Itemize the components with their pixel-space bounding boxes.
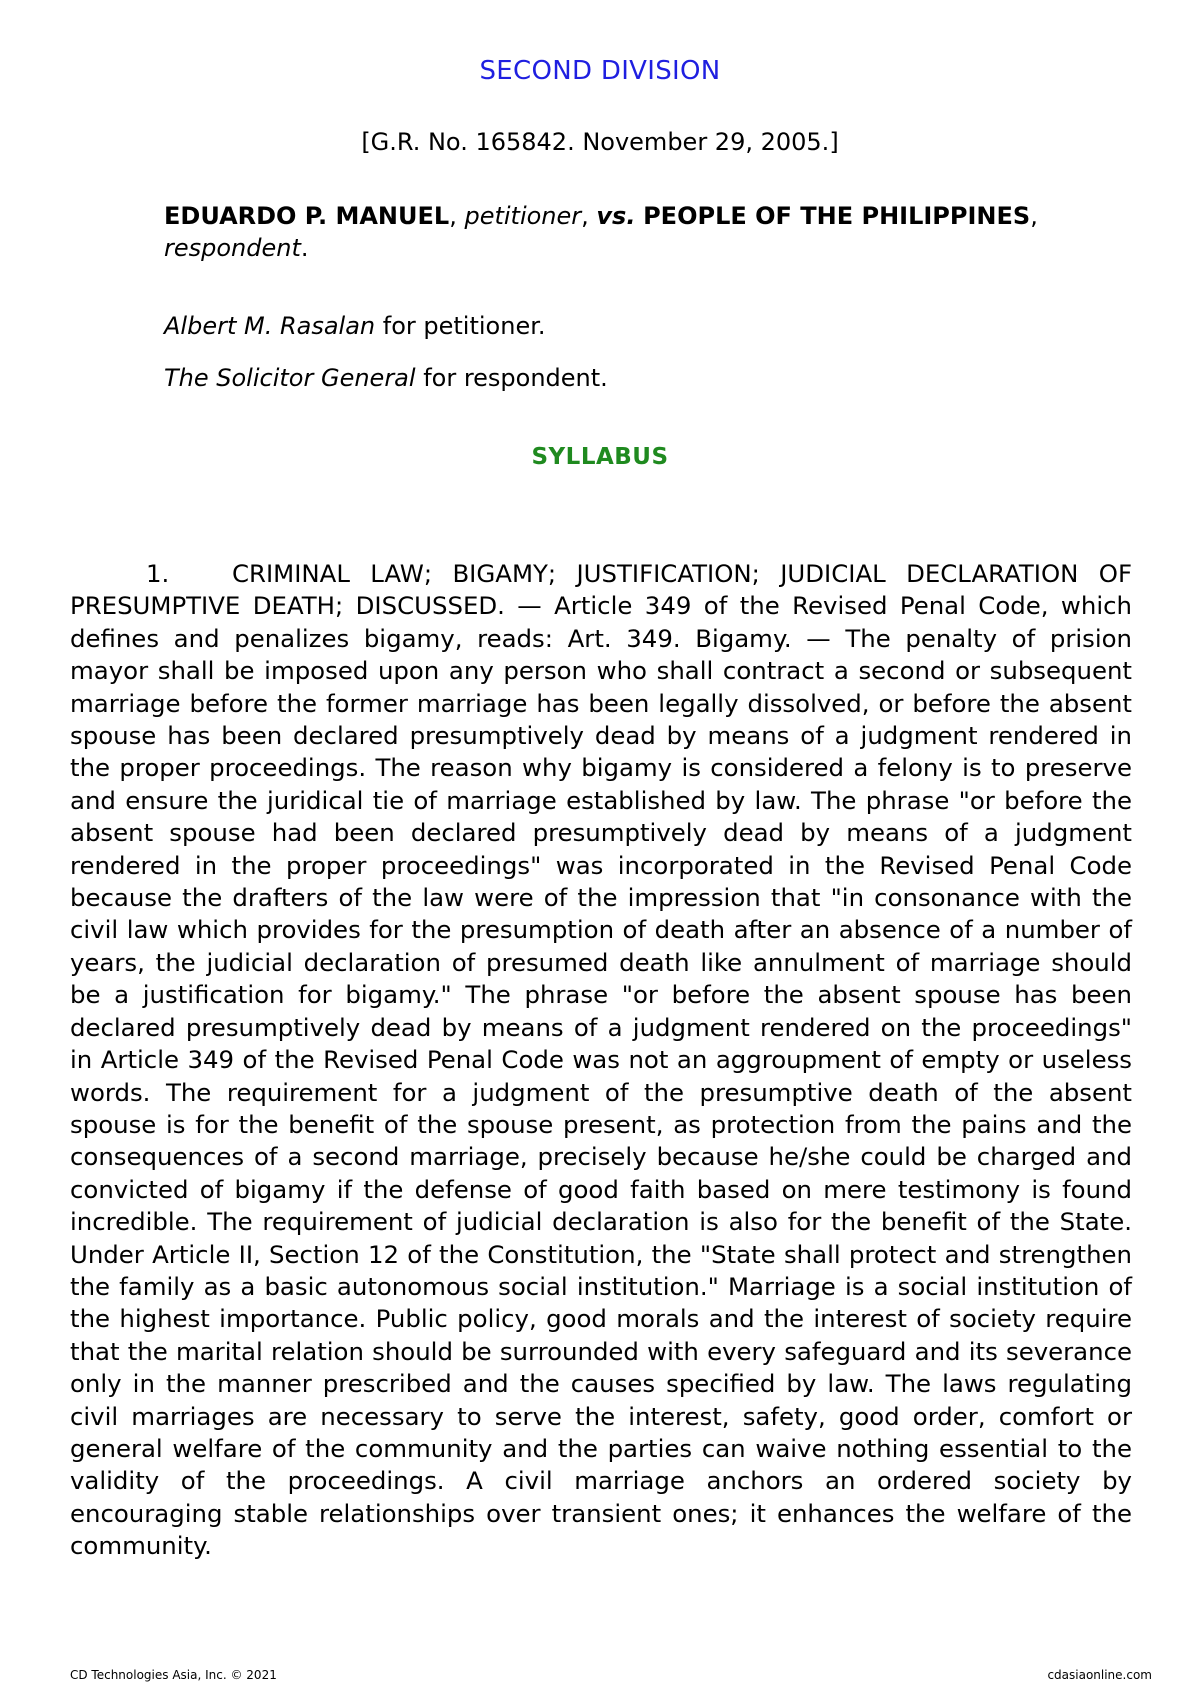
respondent-counsel-suffix: for respondent. (415, 364, 608, 392)
petitioner-counsel-name: Albert M. Rasalan (164, 312, 376, 340)
respondent-name: PEOPLE OF THE PHILIPPINES (643, 202, 1031, 230)
respondent-counsel-name: The Solicitor General (164, 364, 416, 392)
versus-label: vs. (596, 202, 636, 230)
case-number: [G.R. No. 165842. November 29, 2005.] (361, 128, 839, 156)
footer-website: cdasiaonline.com (1047, 1668, 1152, 1682)
syllabus-item-text: CRIMINAL LAW; BIGAMY; JUSTIFICATION; JUDICIAL DECLARATION OF PRESUMPTIVE DEATH; DISCUSSED. — Article 349 of the Revised Penal Code, which defines and penalizes bigamy, reads: Art. 349. Bigamy. — The penalty of prision mayor shall be imposed upon any person who shall contract a second or subsequent marriage before the former marriage has been legally dissolved, or before the absent spouse has been declared presumptively dead by means of a judgment rendered in the proper proceedings. The reason why bigamy is considered a felony is to preserve and ensure the juridical tie of marriage established by law. The phrase "or before the absent spouse had been declared presumptively dead by means of a judgment rendered in the proper proceedings" was incorporated in the Revised Penal Code because the drafters of the law were of the impression that "in consonance with the civil law which provides for the presumption of death after an absence of a number of years, the judicial declaration of presumed death like annulment of marriage should be a justification for bigamy." The phrase "or before the absent spouse has been declared presumptively dead by means of a judgment rendered on the proceedings" in Article 349 of the Revised Penal Code was not an aggroupment of empty or useless words. The requirement for a judgment of the presumptive death of the absent spouse is for the benefit of the spouse present, as protection from the pains and the consequences of a second marriage, precisely because he/she could be charged and convicted of bigamy if the defense of good faith based on mere testimony is found incredible. The requirement of judicial declaration is also for the benefit of the State. Under Article II, Section 12 of the Constitution, the "State shall protect and strengthen the family as a basic autonomous social institution." Marriage is a social institution of the highest importance. Public policy, good morals and the interest of society require that the marital relation should be surrounded with every safeguard and its severance only in the manner prescribed and the causes specified by law. The laws regulating civil marriages are necessary to serve the interest, safety, good order, comfort or general welfare of the community and the parties can waive nothing essential to the validity of the proceedings. A civil marriage anchors an ordered society by encouraging stable relationships over transient ones; it enhances the welfare of the community. (70, 559, 1132, 1561)
respondent-role: respondent (164, 234, 301, 262)
division-heading: SECOND DIVISION (479, 56, 721, 86)
syllabus-item-number: 1. (146, 559, 170, 588)
footer-copyright: CD Technologies Asia, Inc. © 2021 (70, 1668, 277, 1682)
petitioner-name: EDUARDO P. MANUEL (164, 202, 450, 230)
petitioner-counsel-suffix: for petitioner. (375, 312, 546, 340)
petitioner-role: petitioner (464, 202, 582, 230)
syllabus-paragraph (70, 558, 1132, 1563)
case-parties: EDUARDO P. MANUEL, petitioner, vs. PEOPLE OF THE PHILIPPINES, respondent. (164, 202, 1038, 262)
respondent-counsel-line (164, 364, 608, 392)
syllabus-heading: SYLLABUS (531, 444, 669, 470)
petitioner-counsel-line (164, 312, 546, 340)
